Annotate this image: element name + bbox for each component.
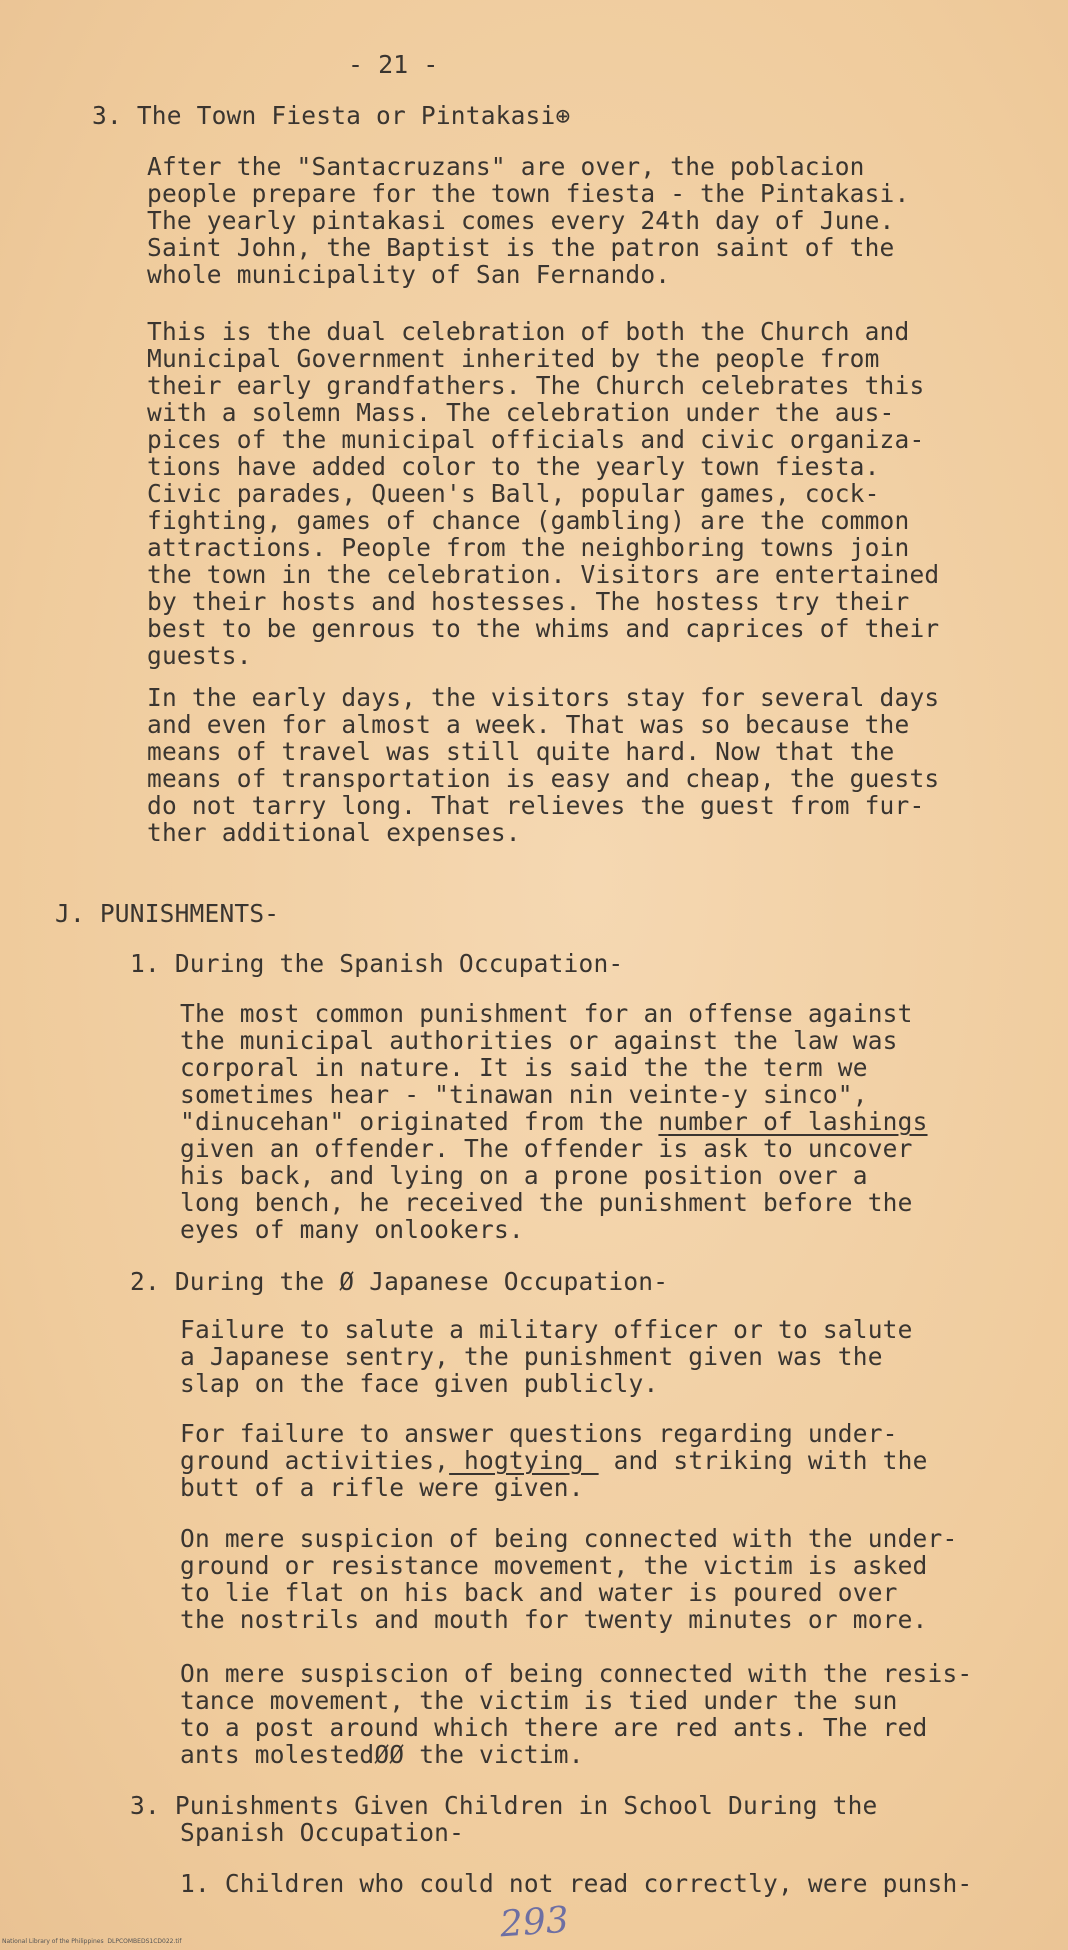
section-heading-fiesta: 3. The Town Fiesta or Pintakasi⊕ (92, 101, 571, 130)
paragraph-line: given an offender. The offender is ask to uncover (180, 1134, 913, 1163)
paragraph-line: people prepare for the town fiesta - the Pintakasi. (147, 179, 910, 208)
paragraph-line: fighting, games of chance (gambling) are the common (147, 506, 910, 535)
paragraph-line: do not tarry long. That relieves the guest from fur- (147, 791, 925, 820)
paragraph-line: slap on the face given publicly. (180, 1369, 659, 1398)
subsection-heading: 2. During the Ø Japanese Occupation- (130, 1267, 669, 1296)
paragraph-line: attractions. People from the neighboring towns join (147, 533, 910, 562)
paragraph-line: In the early days, the visitors stay for several days (147, 683, 940, 712)
section-heading-punishments: J. PUNISHMENTS- (55, 899, 280, 928)
paragraph-line: corporal in nature. It is said the the term we (180, 1053, 868, 1082)
archive-footer: National Library of the Philippines DLPCOMBEDS1CD022.tif (2, 1938, 182, 1945)
paragraph-line: sometimes hear - "tinawan nin veinte-y sinco", (180, 1080, 868, 1109)
paragraph-line: ants molestedØØ the victim. (180, 1740, 584, 1769)
paragraph-line: Failure to salute a military officer or to salute (180, 1315, 913, 1344)
paragraph-line: This is the dual celebration of both the Church and (147, 317, 910, 346)
paragraph-line: means of transportation is easy and cheap, the guests (147, 764, 940, 793)
paragraph-line: with a solemn Mass. The celebration under the aus- (147, 398, 895, 427)
paragraph-line: a Japanese sentry, the punishment given was the (180, 1342, 883, 1371)
paragraph-line: The yearly pintakasi comes every 24th day of June. (147, 206, 895, 235)
paragraph-line: On mere suspicion of being connected with the under- (180, 1524, 958, 1553)
subsection-heading: Spanish Occupation- (180, 1818, 465, 1847)
paragraph-line (180, 1108, 928, 1135)
paragraph-line: their early grandfathers. The Church celebrates this (147, 371, 925, 400)
paragraph-line: by their hosts and hostesses. The hostess try their (147, 587, 910, 616)
paragraph-line: his back, and lying on a prone position over a (180, 1161, 868, 1190)
paragraph-line: Civic parades, Queen's Ball, popular games, cock- (147, 479, 880, 508)
paragraph-line: best to be genrous to the whims and caprices of their (147, 614, 940, 643)
paragraph-line: tance movement, the victim is tied under the sun (180, 1686, 898, 1715)
paragraph-line: guests. (147, 641, 252, 670)
paragraph-line: tions have added color to the yearly town fiesta. (147, 452, 880, 481)
paragraph-line: On mere suspiscion of being connected with the resis- (180, 1659, 973, 1688)
paragraph-line: The most common punishment for an offense against (180, 999, 913, 1028)
paragraph-line: For failure to answer questions regarding under- (180, 1419, 898, 1448)
paragraph-line: Saint John, the Baptist is the patron saint of the (147, 233, 895, 262)
line-text: "dinucehan" originated from the (180, 1107, 659, 1136)
paragraph-line: the town in the celebration. Visitors are entertained (147, 560, 940, 589)
paragraph-line: the nostrils and mouth for twenty minutes or more. (180, 1605, 928, 1634)
paragraph-line: After the "Santacruzans" are over, the poblacion (147, 152, 865, 181)
paragraph-line: ground or resistance movement, the victim is asked (180, 1551, 928, 1580)
paragraph-line: eyes of many onlookers. (180, 1215, 524, 1244)
paragraph-line: and even for almost a week. That was so because the (147, 710, 910, 739)
paragraph-line: to lie flat on his back and water is poured over (180, 1578, 898, 1607)
paragraph-line: Municipal Government inherited by the people from (147, 344, 880, 373)
paragraph-line: pices of the municipal officials and civic organiza- (147, 425, 925, 454)
paragraph-line: ther additional expenses. (147, 818, 521, 847)
line-text: ground activities, (180, 1446, 450, 1475)
paragraph-line (180, 1447, 928, 1474)
paragraph-line: whole municipality of San Fernando. (147, 260, 671, 289)
underlined-phrase: hogtying (449, 1446, 599, 1475)
underlined-phrase: number of lashings (658, 1107, 928, 1136)
subsection-heading: 1. During the Spanish Occupation- (130, 949, 624, 978)
page-number: - 21 - (348, 50, 439, 79)
subsection-heading: 3. Punishments Given Children in School During the (130, 1791, 878, 1820)
paragraph-line: to a post around which there are red ants. The red (180, 1713, 928, 1742)
paragraph-line: butt of a rifle were given. (180, 1473, 584, 1502)
paragraph-line: the municipal authorities or against the law was (180, 1026, 898, 1055)
line-text: and striking with the (598, 1446, 928, 1475)
paragraph-line: 1. Children who could not read correctly, were punsh- (180, 1869, 973, 1898)
paragraph-line: means of travel was still quite hard. Now that the (147, 737, 895, 766)
paragraph-line: long bench, he received the punishment before the (180, 1188, 913, 1217)
handwritten-number: 293 (498, 1899, 571, 1946)
